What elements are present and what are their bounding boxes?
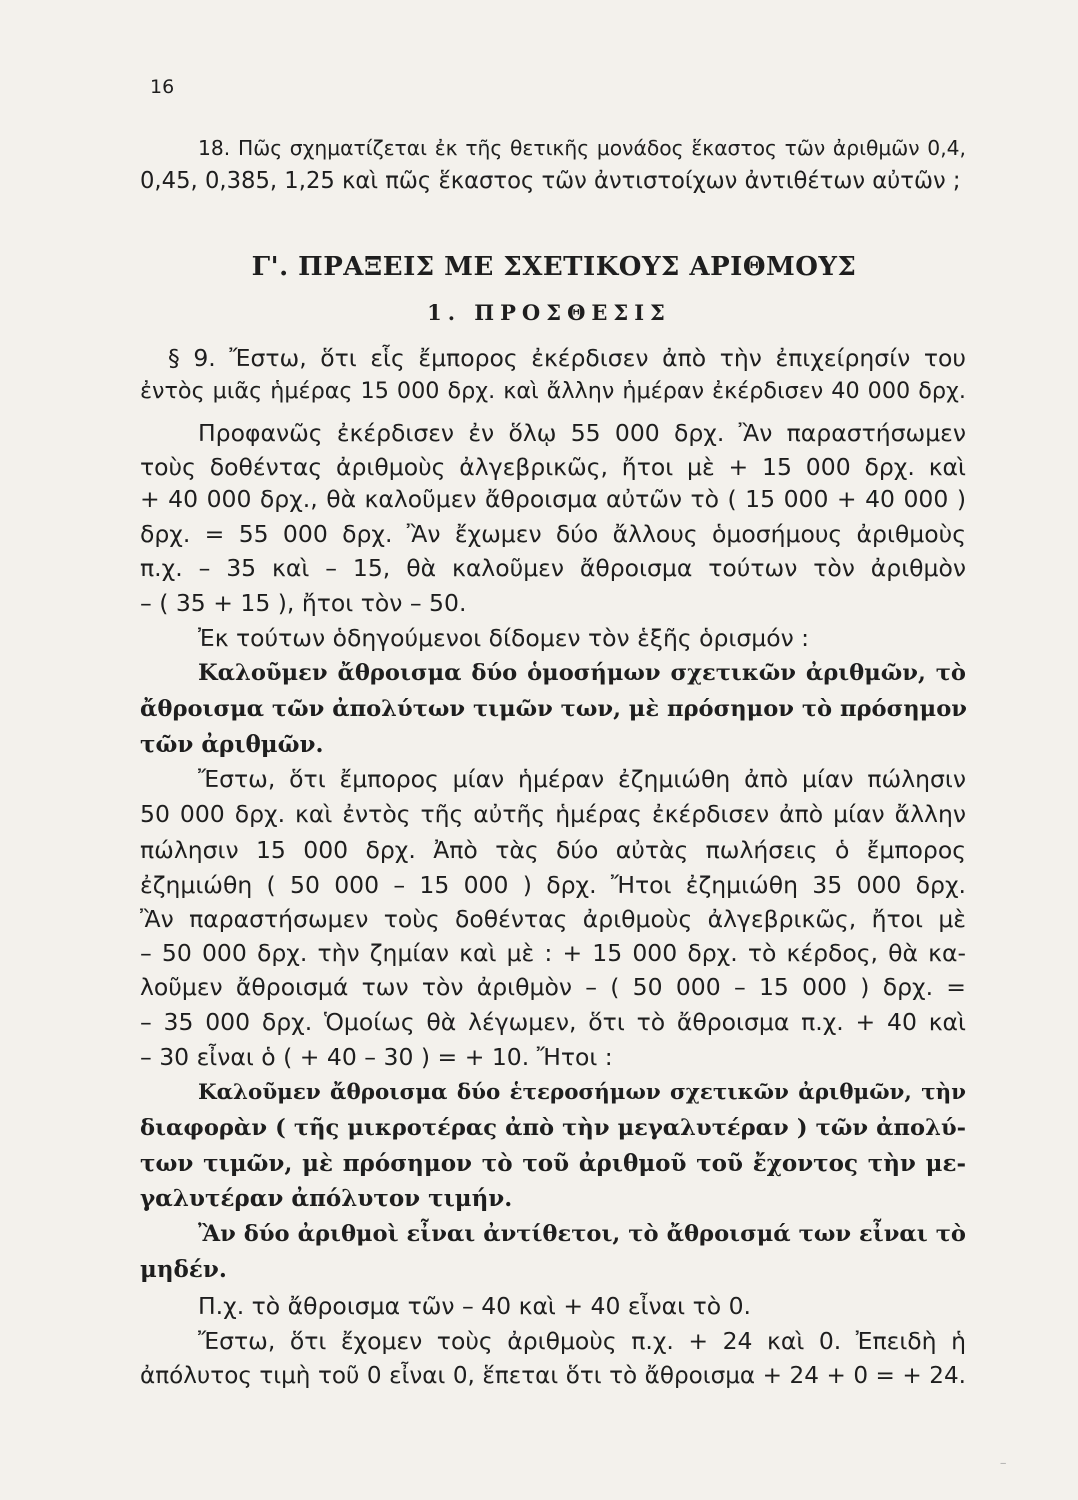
definition-line: Καλοῦμεν ἄθροισμα δύο ὁμοσήμων σχετικῶν ἀριθμῶν, τὸ <box>198 660 966 686</box>
body-line: – 35 000 δρχ. Ὁμοίως θὰ λέγωμεν, ὅτι τὸ ἄθροισμα π.χ. + 40 καὶ <box>140 1008 966 1036</box>
definition-line: Καλοῦμεν ἄθροισμα δύο ἑτεροσήμων σχετικῶν ἀριθμῶν, τὴν <box>198 1080 966 1105</box>
definition-line: διαφορὰν ( τῆς μικροτέρας ἀπὸ τὴν μεγαλυτέραν ) τῶν ἀπολύ- <box>140 1115 966 1141</box>
section-title: 1. ΠΡΟΣΘΕΣΙΣ <box>427 300 671 325</box>
rule-line: μηδέν. <box>140 1256 227 1283</box>
body-line: + 40 000 δρχ., θὰ καλοῦμεν ἄθροισμα αὐτῶν τὸ ( 15 000 + 40 000 ) <box>140 485 966 513</box>
body-line: ἐζημιώθη ( 50 000 – 15 000 ) δρχ. Ἤτοι ἐζημιώθη 35 000 δρχ. <box>140 871 966 899</box>
body-line: ἐντὸς μιᾶς ἡμέρας 15 000 δρχ. καὶ ἄλλην ἡμέραν ἐκέρδισεν 40 000 δρχ. <box>140 378 966 404</box>
definition-line: των τιμῶν, μὲ πρόσημον τὸ τοῦ ἀριθμοῦ τοῦ ἔχοντος τὴν με- <box>140 1150 966 1177</box>
body-line: πώλησιν 15 000 δρχ. Ἀπὸ τὰς δύο αὐτὰς πωλήσεις ὁ ἔμπορος <box>140 836 966 864</box>
body-line: – ( 35 + 15 ), ἤτοι τὸν – 50. <box>140 589 467 617</box>
body-line: – 50 000 δρχ. τὴν ζημίαν καὶ μὲ : + 15 000 δρχ. τὸ κέρδος, θὰ κα- <box>140 939 966 967</box>
definition-line: γαλυτέραν ἀπόλυτον τιμήν. <box>140 1185 513 1212</box>
question-line: 18. Πῶς σχηματίζεται ἐκ τῆς θετικῆς μονάδος ἕκαστος τῶν ἀριθμῶν 0,4, <box>198 136 966 160</box>
body-line: – 30 εἶναι ὁ ( + 40 – 30 ) = + 10. Ἤτοι : <box>140 1043 613 1071</box>
question-line: 0,45, 0,385, 1,25 καὶ πῶς ἕκαστος τῶν ἀντιστοίχων ἀντιθέτων αὐτῶν ; <box>140 168 961 194</box>
example-line: Π.χ. τὸ ἄθροισμα τῶν – 40 καὶ + 40 εἶναι τὸ 0. <box>198 1292 751 1320</box>
body-line: λοῦμεν ἄθροισμά των τὸν ἀριθμὸν – ( 50 000 – 15 000 ) δρχ. = <box>140 973 966 1001</box>
chapter-title: Γ'. ΠΡΑΞΕΙΣ ΜΕ ΣΧΕΤΙΚΟΥΣ ΑΡΙΘΜΟΥΣ <box>251 252 857 282</box>
body-line: δρχ. = 55 000 δρχ. Ἂν ἔχωμεν δύο ἄλλους ὁμοσήμους ἀριθμοὺς <box>140 520 966 548</box>
body-line: Ἔστω, ὅτι ἔχομεν τοὺς ἀριθμοὺς π.χ. + 24 καὶ 0. Ἐπειδὴ ἡ <box>198 1327 966 1355</box>
body-line: Προφανῶς ἐκέρδισεν ἐν ὅλῳ 55 000 δρχ. Ἂν παραστήσωμεν <box>198 419 966 447</box>
page-number: 16 <box>150 76 175 98</box>
body-line: 50 000 δρχ. καὶ ἐντὸς τῆς αὐτῆς ἡμέρας ἐκέρδισεν ἀπὸ μίαν ἄλλην <box>140 800 966 828</box>
body-line: τοὺς δοθέντας ἀριθμοὺς ἀλγεβρικῶς, ἤτοι μὲ + 15 000 δρχ. καὶ <box>140 453 966 481</box>
definition-line: τῶν ἀριθμῶν. <box>140 731 324 758</box>
body-line: Ἂν παραστήσωμεν τοὺς δοθέντας ἀριθμοὺς ἀλγεβρικῶς, ἤτοι μὲ <box>140 905 966 933</box>
body-line: § 9. Ἔστω, ὅτι εἷς ἔμπορος ἐκέρδισεν ἀπὸ τὴν ἐπιχείρησίν του <box>168 344 966 372</box>
body-line: Ἐκ τούτων ὁδηγούμενοι δίδομεν τὸν ἑξῆς ὁρισμόν : <box>198 624 810 652</box>
print-speck: ‒ <box>1000 1458 1007 1469</box>
definition-line: ἄθροισμα τῶν ἀπολύτων τιμῶν των, μὲ πρόσημον τὸ πρόσημον <box>140 696 967 722</box>
body-line: Ἔστω, ὅτι ἔμπορος μίαν ἡμέραν ἐζημιώθη ἀπὸ μίαν πώλησιν <box>198 765 966 793</box>
body-line: π.χ. – 35 καὶ – 15, θὰ καλοῦμεν ἄθροισμα τούτων τὸν ἀριθμὸν <box>140 554 966 582</box>
body-line: ἀπόλυτος τιμὴ τοῦ 0 εἶναι 0, ἕπεται ὅτι τὸ ἄθροισμα + 24 + 0 = + 24. <box>140 1363 966 1389</box>
rule-line: Ἂν δύο ἀριθμοὶ εἶναι ἀντίθετοι, τὸ ἄθροισμά των εἶναι τὸ <box>198 1221 966 1247</box>
